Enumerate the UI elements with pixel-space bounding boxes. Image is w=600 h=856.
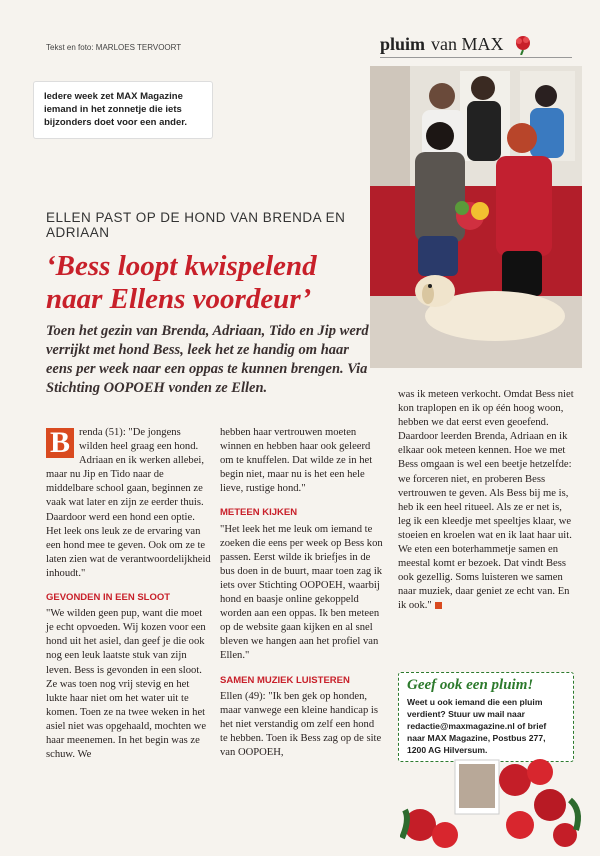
headline-line-2: naar Ellens voordeur’: [46, 283, 312, 315]
column-3-text-1: was ik meteen verkocht. Omdat Bess niet kon traplopen en ik op één hoog woon, hebben we dat eerst even geoefend. Daardoor leerden Brenda, Adriaan en ik elkaar ook meteen kennen. Hoe we met Bess omgaan is wel een beetje hetzelfde: we forceren niet, en proberen Bess vertrouwen te geven. Als Bess bij me is, heb ik een heel ritueel. Als ze er net is, leg ik een kleedje met speeltjes klaar, we stoeien en kroelen wat en ik laat haar uit. We eten een boterhammetje samen en meestal komt er bezoek. Dat vindt Bess ook gezellig. Soms luisteren we samen naar muziek, daar geniet ze echt van. En ik ook.": [398, 389, 574, 612]
column-3-paragraph-1: [398, 388, 574, 614]
roses-illustration: [400, 750, 590, 850]
headline-line-1: ‘Bess loopt kwispelend: [46, 250, 317, 282]
kicker: ELLEN PAST OP DE HOND VAN BRENDA EN ADRIAAN: [46, 210, 346, 240]
photo-illustration: [370, 66, 582, 368]
pluim-box-body: Weet u ook iemand die een pluim verdient? Stuur uw mail naar redactie@maxmagazine.nl of brief naar MAX Magazine, Postbus 277, 1200 AG Hilversum.: [407, 697, 547, 755]
family-dog-photo: [370, 66, 582, 368]
pluim-box-title: Geef ook een pluim!: [407, 677, 534, 693]
column-2-paragraph-3: Ellen (49): "Ik ben gek op honden, maar vanwege een kleine handicap is het niet verstandig om zelf een hond te hebben. Toen ik Bess zag op de site van OOPOEH,: [220, 690, 382, 758]
column-1-paragraph-1: [46, 426, 212, 581]
column-1-text-1: renda (51): "De jongens wilden heel graag een hond. Adriaan en ik werken allebei, maar nu Jip en Tido naar de middelbare school gaan, beginnen ze vaak wat later en zijn ze eerder thuis. Daardoor werd een hond een optie. Het leek ons leuk ze de ervaring van een hond mee te geven. Ook om ze te laten zien wat de verantwoordelijkheid inhoudt.": [46, 427, 211, 579]
column-2-paragraph-2: "Het leek het me leuk om iemand te zoeken die eens per week op Bess kon passen. Eerst wilde ik briefjes in de bus doen in de buurt, maar toen zag ik iets over Stichting OOPOEH, waarbij hond en baasje online gekoppeld worden aan een oppas. Ik ben meteen op de website gaan kijken en al snel bleven we hangen aan het profiel van Ellen.": [220, 523, 383, 662]
subheading-samen-muziek: SAMEN MUZIEK LUISTEREN: [220, 674, 350, 686]
feather-icon: [510, 33, 536, 55]
column-1-paragraph-2: "We wilden geen pup, want die moet je echt opvoeden. Wij kozen voor een hond uit het asiel, dan geef je die ook nog een leuk laatste stuk van zijn leven. Bess is gevonden in een sloot. Ze was toen nog vrij stevig en het lukte haar niet om het water uit te komen. Toen ze na twee weken in het asiel niet was opgehaald, mochten we haar meenemen. In het begin was ze schuw. We: [46, 608, 207, 761]
intro-box: Iedere week zet MAX Magazine iemand in het zonnetje die iets bijzonders doet voor een ander.: [34, 82, 212, 138]
dropcap: B: [46, 428, 74, 458]
section-brand: [380, 33, 570, 55]
photo-credit: Tekst en foto: MARLOES TERVOORT: [46, 43, 182, 52]
column-3: [398, 388, 574, 614]
column-2-paragraph-1: hebben haar vertrouwen moeten winnen en hebben haar ook geleerd om te knuffelen. Dat wilde ze in het begin niet, maar nu is het een hele lieve, rustige hond.": [220, 427, 373, 495]
brand-van-max: van MAX: [431, 34, 504, 54]
column-1: [46, 426, 212, 762]
headline: [46, 250, 376, 316]
subheading-gevonden: GEVONDEN IN EEN SLOOT: [46, 592, 171, 604]
pluim-callout-box: [398, 672, 574, 762]
lead-paragraph: Toen het gezin van Brenda, Adriaan, Tido en Jip werd verrijkt met hond Bess, leek het ze handig om haar eens per week naar een oppas te kunnen brengen. Via Stichting OOPOEH vonden ze Ellen.: [46, 323, 369, 396]
column-2: [220, 426, 384, 760]
end-mark: [435, 602, 442, 609]
brand-pluim: pluim: [380, 34, 426, 54]
brand-divider: [380, 57, 572, 58]
subheading-meteen-kijken: METEEN KIJKEN: [220, 507, 298, 519]
